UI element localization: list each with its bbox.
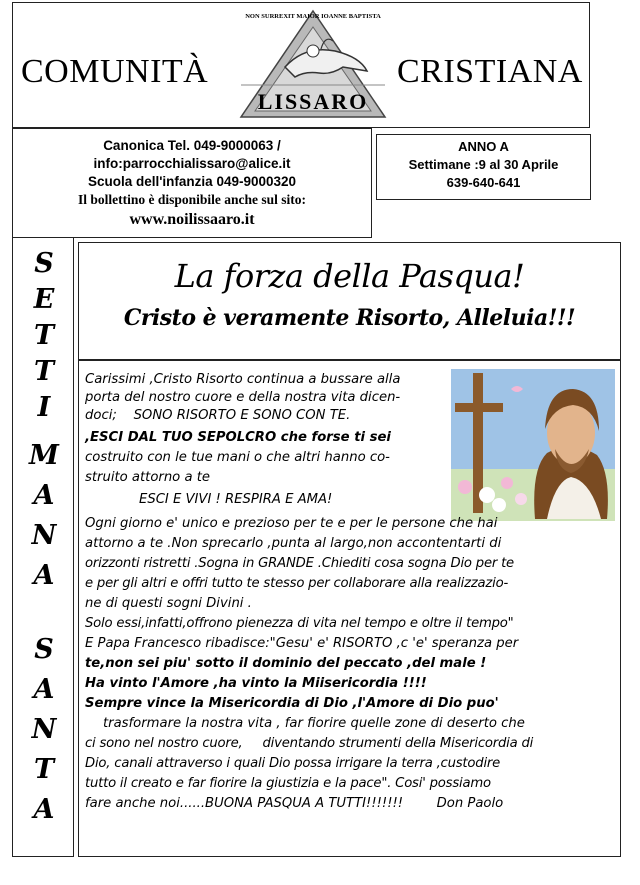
vertical-letter: N [31, 714, 57, 745]
vertical-letter: N [31, 520, 57, 551]
vertical-letter: S [34, 248, 54, 279]
body-line: attorno a te .Non sprecarlo ,punta al largo,non accontentarti di [85, 536, 502, 551]
body-line: Dio, canali attraverso i quali Dio possa irrigare la terra ,custodire [85, 756, 501, 771]
body-line: orizzonti ristretti .Sogna in GRANDE .Chiediti cosa sogna Dio per te [85, 556, 514, 571]
vertical-letter: S [34, 634, 54, 665]
body-line: E Papa Francesco ribadisce:"Gesu' e' RISORTO ,c 'e' speranza per [85, 636, 519, 651]
body-line: Carissimi ,Cristo Risorto continua a bussare alla [85, 372, 401, 387]
emblem-motto: NON SURREXIT MAIOR IOANNE BAPTISTA [245, 13, 381, 20]
vertical-letter: T [33, 754, 55, 785]
page-title: La forza della Pasqua! [174, 257, 525, 295]
message-body [78, 360, 621, 857]
body-line: Ogni giorno e' unico e prezioso per te e per le persone che hai [85, 516, 498, 531]
vertical-letter: A [33, 560, 55, 591]
scuola-phone: Scuola dell'infanzia 049-9000320 [87, 174, 297, 189]
body-line: Sempre vince la Misericordia di Dio ,l'Amore di Dio puo' [85, 696, 499, 711]
vertical-title [12, 237, 74, 857]
body-line: struito attorno a te [85, 470, 211, 485]
body-line: te,non sei piu' sotto il dominio del peccato ,del male ! [85, 656, 487, 671]
body-line: fare anche noi......BUONA PASQUA A TUTTI!!!!!!! Don Paolo [85, 796, 504, 811]
contact-box [12, 128, 372, 238]
bollettino-note: Il bollettino è disponibile anche sul sito: [77, 192, 307, 207]
website-link[interactable]: www.noilissaaro.it [129, 211, 255, 228]
contact-email: info:parrocchialissaro@alice.it [93, 156, 291, 171]
vertical-letter: E [33, 284, 55, 315]
vertical-letter: M [29, 440, 59, 471]
body-line: trasformare la nostra vita , far fiorire quelle zone di deserto che [103, 716, 525, 731]
body-line: ESCI E VIVI ! RESPIRA E AMA! [139, 492, 333, 507]
vertical-letter: A [33, 794, 55, 825]
vertical-letter: A [33, 480, 55, 511]
vertical-letter: T [33, 356, 55, 387]
emblem-name: LISSARO [257, 89, 369, 114]
issue-numbers: 639-640-641 [446, 175, 521, 190]
masthead [12, 2, 590, 128]
issue-box [376, 134, 591, 200]
body-line: e per gli altri e offri tutto te stesso per collaborare alla realizzazio- [85, 576, 509, 591]
canonica-phone: Canonica Tel. 049-9000063 / [103, 138, 281, 153]
page-subtitle: Cristo è veramente Risorto, Alleluia!!! [123, 305, 576, 331]
body-line: Solo essi,infatti,offrono pienezza di vita nel tempo e oltre il tempo" [85, 616, 514, 631]
body-line: tutto il creato e far fiorire la giustizia e la pace". Cosi' possiamo [85, 776, 491, 791]
issue-weeks: Settimane :9 al 30 Aprile [408, 157, 559, 172]
masthead-left-word: COMUNITÀ [21, 53, 209, 90]
body-line: porta del nostro cuore e della nostra vita dicen- [85, 390, 401, 405]
issue-year: ANNO A [458, 139, 509, 154]
vertical-letter: T [33, 320, 55, 351]
body-line: ne di questi sogni Divini . [85, 596, 252, 611]
body-line: ,ESCI DAL TUO SEPOLCRO che forse ti sei [85, 430, 391, 445]
risen-christ-image [451, 369, 615, 521]
title-box [78, 242, 621, 360]
vertical-letter: I [37, 392, 51, 423]
vertical-letter: A [33, 674, 55, 705]
body-line: ci sono nel nostro cuore, diventando strumenti della Misericordia di [85, 736, 534, 751]
masthead-right-word: CRISTIANA [397, 53, 583, 90]
body-line: doci; SONO RISORTO E SONO CON TE. [85, 408, 351, 423]
body-line: Ha vinto l'Amore ,ha vinto la Miisericordia !!!! [85, 676, 427, 691]
body-line: costruito con le tue mani o che altri hanno co- [85, 450, 390, 465]
